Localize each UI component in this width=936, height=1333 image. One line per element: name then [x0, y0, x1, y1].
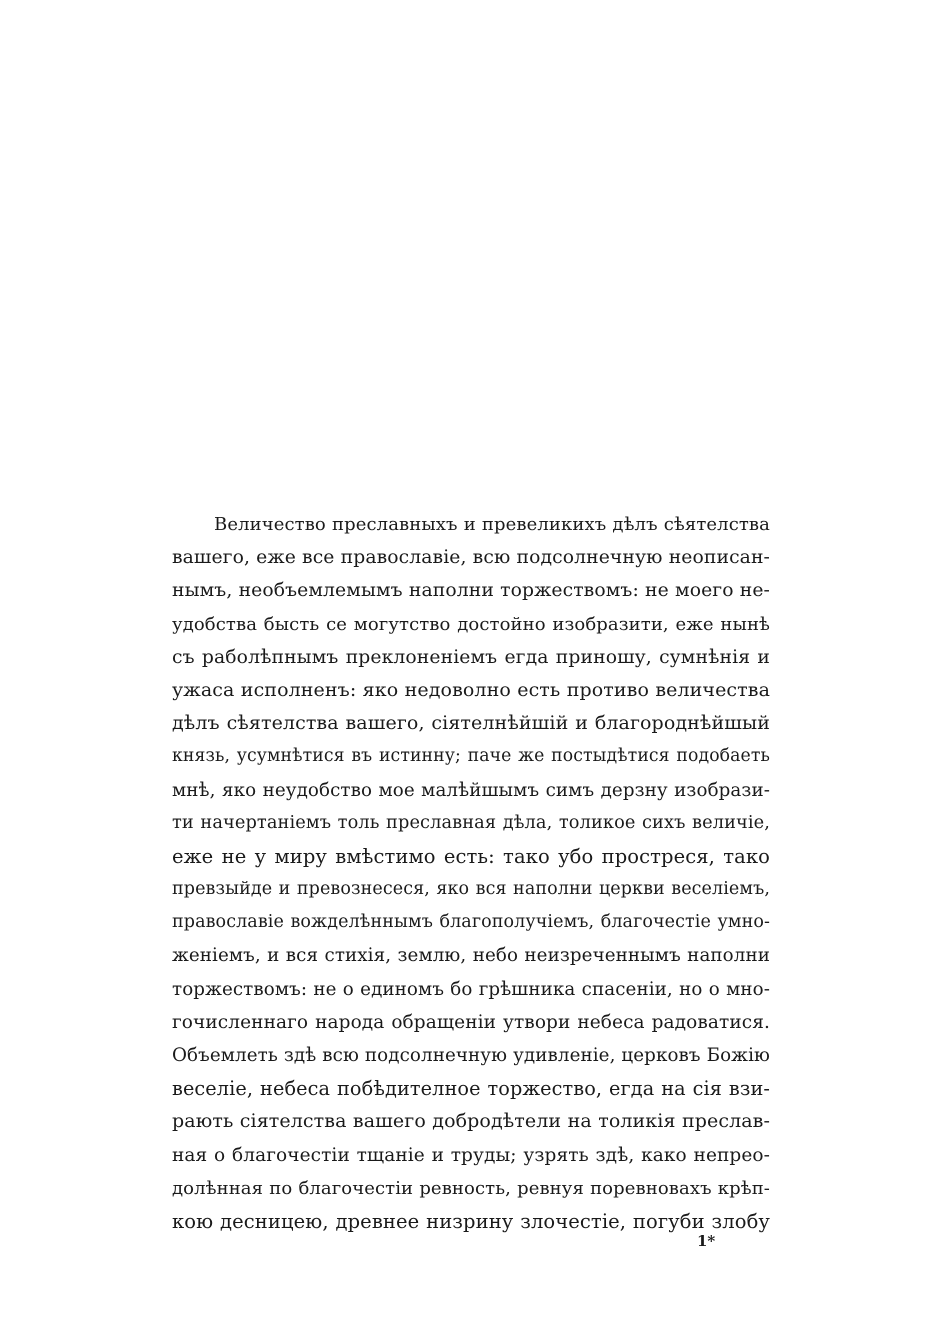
text-line: превзыйде и превознесеся, яко вся наполни церкви веселіемъ, — [172, 879, 770, 900]
text-line: ти начертаніемъ толь преславная дѣла, толикое сихъ величіе, — [172, 812, 770, 833]
text-line: кою десницею, древнее низрину злочестіе, погуби злобу — [172, 1209, 770, 1233]
text-line: женіемъ, и вся стихія, землю, небо неизреченнымъ наполни — [172, 945, 770, 967]
text-line: удобства бысть се могутство достойно изобразити, еже нынѣ — [172, 613, 770, 635]
text-line: торжествомъ: не о единомъ бо грѣшника спасеніи, но о мно- — [172, 978, 770, 1000]
text-line: долѣнная по благочестіи ревность, ревнуя поревновахъ крѣп- — [172, 1177, 770, 1199]
text-line: рають сіятелства вашего добродѣтели на толикія преслав- — [172, 1110, 770, 1133]
text-line: ная о благочестіи тщаніе и труды; узрять здѣ, како непрео- — [172, 1144, 770, 1166]
signature-mark: 1* — [697, 1232, 716, 1250]
text-line: ужаса исполненъ: яко недоволно есть противо величества — [172, 678, 770, 701]
text-line: вашего, еже все православіе, всю подсолнечную неописан- — [172, 547, 770, 569]
text-line: нымъ, необъемлемымъ наполни торжествомъ: не моего не- — [172, 580, 770, 602]
text-line: гочисленнаго народа обращеніи утвори небеса радоватися. — [172, 1011, 770, 1033]
text-line: православіе вожделѣннымъ благополучіемъ, благочестіе умно- — [172, 912, 770, 933]
text-line: Величество преславныхъ и превеликихъ дѣлъ сѣятелства — [214, 514, 770, 535]
text-line: дѣлъ сѣятелства вашего, сіятелнѣйшій и благороднѣйшый — [172, 712, 770, 735]
text-line: Объемлеть здѣ всю подсолнечную удивленіе, церковъ Божію — [172, 1045, 770, 1066]
text-line: князь, усумнѣтися въ истинну; паче же постыдѣтися подобаеть — [172, 746, 770, 767]
body-text — [172, 508, 770, 1238]
text-line: еже не у миру вмѣстимо есть: тако убо простреся, тако — [172, 844, 770, 868]
text-line: мнѣ, яко неудобство мое малѣйшымъ симъ дерзну изобрази- — [172, 779, 770, 801]
text-line: веселіе, небеса побѣдителное торжество, егда на сія взи- — [172, 1077, 770, 1101]
text-line: съ раболѣпнымъ преклоненіемъ егда приношу, сумнѣнія и — [172, 646, 770, 668]
